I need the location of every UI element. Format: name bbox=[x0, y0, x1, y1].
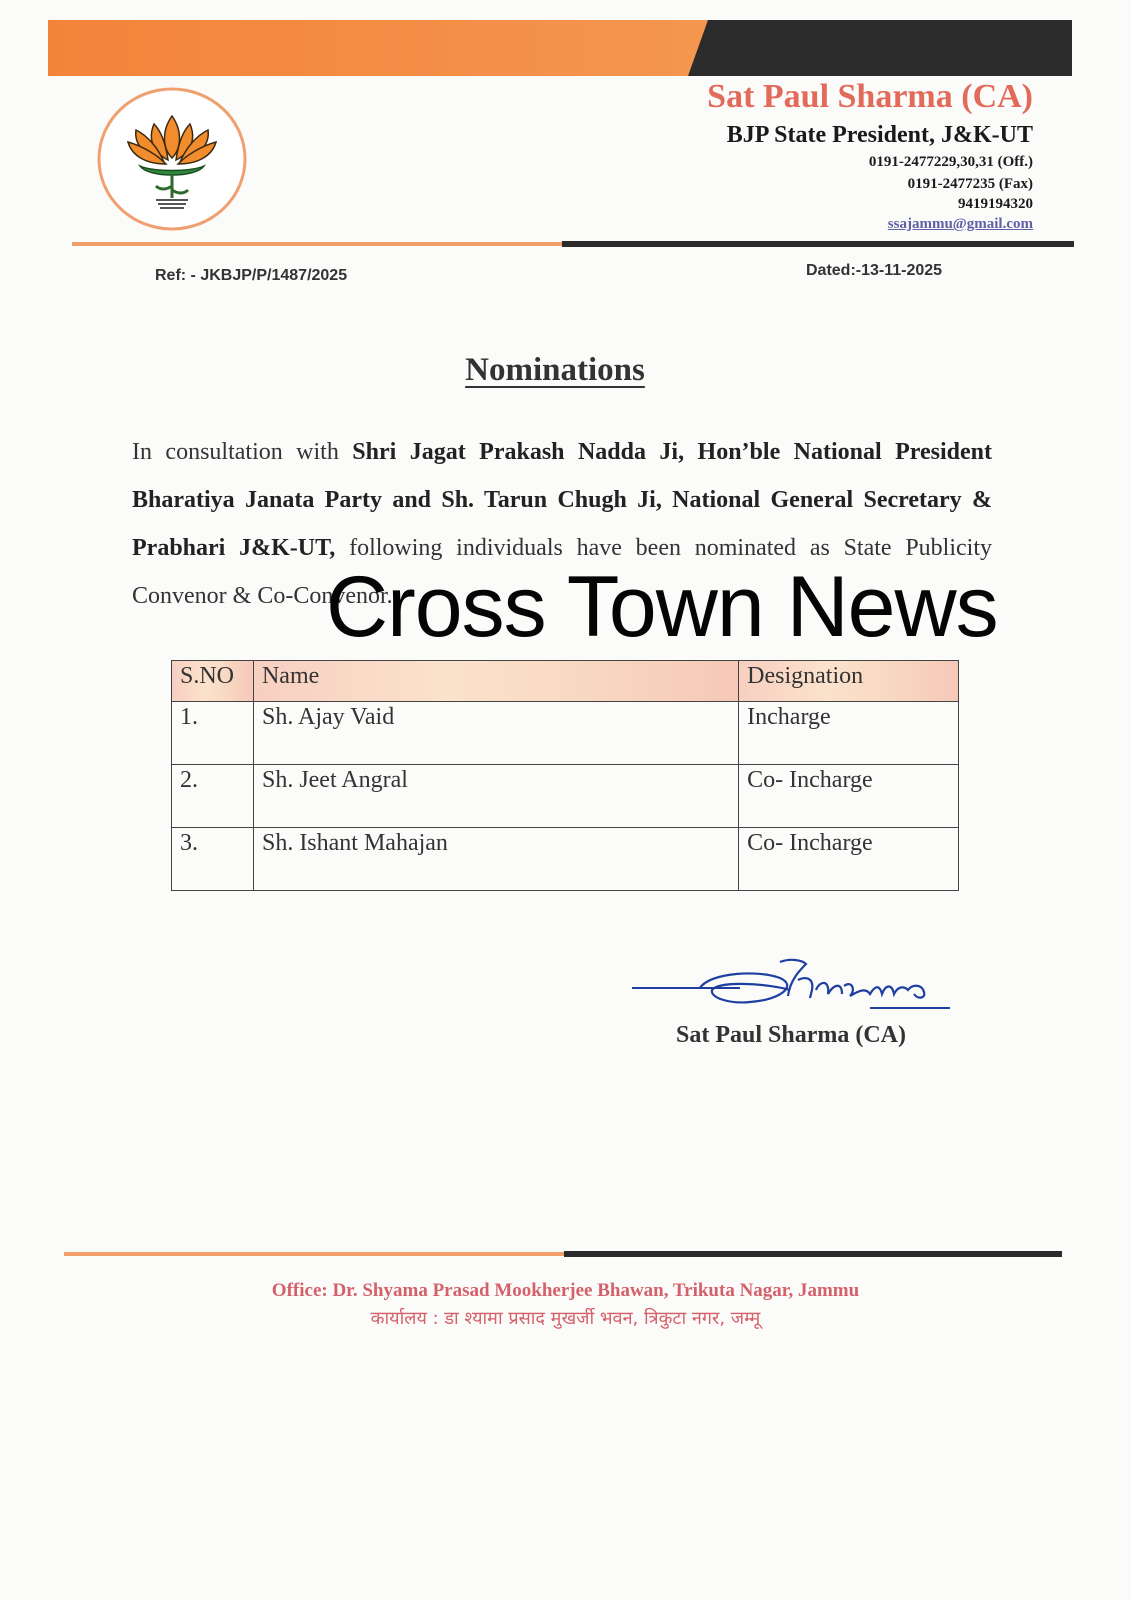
column-header-designation: Designation bbox=[739, 661, 959, 702]
reference-number: Ref: - JKBJP/P/1487/2025 bbox=[155, 267, 348, 284]
cell-sno: 1. bbox=[172, 702, 254, 765]
table-row bbox=[172, 702, 959, 765]
table-row bbox=[172, 765, 959, 828]
body-paragraph: In consultation with Shri Jagat Prakash Nadda Ji, Hon’ble National President Bharatiya Janata Party and Sh. Tarun Chugh Ji, National General Secretary & Prabhari J&K-UT, following individuals have been nominated as State Publicity Convenor & Co-Convenor. bbox=[132, 439, 992, 609]
footer-address-hindi: कार्यालय : डा श्यामा प्रसाद मुखर्जी भवन, त्रिकुटा नगर, जम्मू bbox=[370, 1308, 761, 1329]
fax-number: 0191-2477235 (Fax) bbox=[907, 176, 1033, 192]
signatory-name: Sat Paul Sharma (CA) bbox=[676, 1022, 907, 1048]
watermark-text: Cross Town News bbox=[326, 559, 998, 655]
cell-designation: Co- Incharge bbox=[739, 765, 959, 828]
mobile-number: 9419194320 bbox=[958, 196, 1033, 212]
table-row bbox=[172, 828, 959, 891]
letterhead-name: Sat Paul Sharma (CA) bbox=[707, 78, 1033, 115]
footer-address-english: Office: Dr. Shyama Prasad Mookherjee Bhawan, Trikuta Nagar, Jammu bbox=[271, 1280, 860, 1301]
bjp-lotus-logo bbox=[96, 86, 248, 232]
cell-sno: 2. bbox=[172, 765, 254, 828]
handwritten-signature bbox=[630, 950, 960, 1020]
nominations-table bbox=[171, 660, 959, 891]
cell-designation: Incharge bbox=[739, 702, 959, 765]
document-heading: Nominations bbox=[465, 352, 645, 388]
cell-name: Sh. Ishant Mahajan bbox=[253, 828, 738, 891]
column-header-sno: S.NO bbox=[172, 661, 254, 702]
date: Dated:-13-11-2025 bbox=[806, 262, 943, 279]
header-divider bbox=[72, 240, 1074, 248]
cell-sno: 3. bbox=[172, 828, 254, 891]
footer-divider bbox=[64, 1250, 1062, 1258]
cell-name: Sh. Jeet Angral bbox=[253, 765, 738, 828]
office-phone: 0191-2477229,30,31 (Off.) bbox=[868, 154, 1033, 170]
cell-name: Sh. Ajay Vaid bbox=[253, 702, 738, 765]
header-banner bbox=[48, 16, 1072, 78]
cell-designation: Co- Incharge bbox=[739, 828, 959, 891]
column-header-name: Name bbox=[253, 661, 738, 702]
table-header-row bbox=[172, 661, 959, 702]
email-link[interactable]: ssajammu@gmail.com bbox=[887, 216, 1033, 232]
letterhead-title: BJP State President, J&K-UT bbox=[726, 122, 1033, 148]
